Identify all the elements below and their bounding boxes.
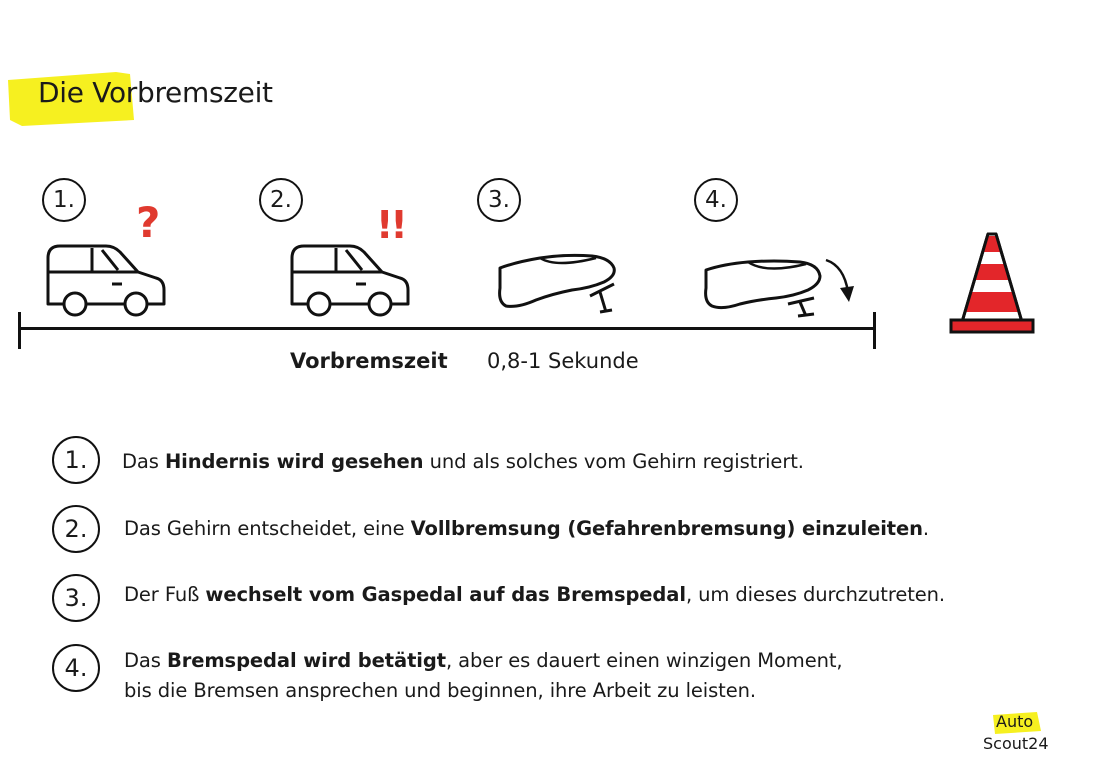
pedal-icon	[590, 284, 614, 312]
step-segment: und als solches vom Gehirn registriert.	[423, 450, 804, 473]
timeline-marker-2: 2.	[259, 178, 303, 222]
question-mark-icon: ?	[136, 198, 161, 247]
step-emphasis: Bremspedal wird betätigt	[166, 649, 446, 672]
traffic-cone-icon	[946, 230, 1038, 336]
step-number-2: 2.	[52, 505, 100, 553]
timeline-marker-3: 3.	[477, 178, 521, 222]
logo-scout: Scout24	[983, 734, 1049, 753]
logo-auto: Auto	[996, 712, 1034, 731]
step-segment: , um dieses durchzutreten.	[685, 583, 946, 606]
page-title: Die Vorbremszeit	[38, 76, 273, 109]
step-number-4: 4.	[52, 644, 100, 692]
timeline-start-tick	[18, 312, 21, 349]
step-line	[124, 580, 945, 610]
pedal-icon	[788, 298, 814, 316]
step-segment: Das	[122, 450, 165, 473]
car-icon	[288, 240, 414, 320]
timeline-axis	[19, 327, 876, 330]
timeline-marker-1: 1.	[42, 178, 86, 222]
step-text-1	[122, 447, 804, 477]
exclamation-icon: !!	[376, 203, 405, 247]
step-segment: , aber es dauert einen winzigen Moment,	[445, 649, 843, 672]
car-icon	[44, 240, 170, 320]
step-segment: Der Fuß	[124, 583, 206, 606]
shoe-icon	[702, 252, 832, 322]
step-line	[124, 646, 843, 676]
step-line	[124, 676, 843, 706]
step-text-4	[124, 646, 843, 706]
timeline-value: 0,8-1 Sekunde	[487, 349, 639, 373]
step-segment: Das Gehirn entscheidet, eine	[124, 517, 411, 540]
step-text-3	[124, 580, 945, 610]
step-segment: bis die Bremsen ansprechen und beginnen, ihre Arbeit zu leisten.	[124, 679, 756, 702]
step-segment: Das	[124, 649, 167, 672]
timeline-end-tick	[873, 312, 876, 349]
step-emphasis: wechselt vom Gaspedal auf das Bremspedal	[205, 583, 686, 606]
timeline-label: Vorbremszeit	[290, 349, 448, 373]
arrow-down-icon	[822, 256, 856, 306]
step-line	[124, 514, 929, 544]
step-number-3: 3.	[52, 574, 100, 622]
step-segment: .	[922, 517, 930, 540]
step-text-2	[124, 514, 929, 544]
step-emphasis: Hindernis wird gesehen	[164, 450, 424, 473]
shoe-icon	[496, 248, 626, 318]
step-number-1: 1.	[52, 436, 100, 484]
timeline-marker-4: 4.	[694, 178, 738, 222]
step-line	[122, 447, 804, 477]
step-emphasis: Vollbremsung (Gefahrenbremsung) einzuleiten	[410, 517, 923, 540]
